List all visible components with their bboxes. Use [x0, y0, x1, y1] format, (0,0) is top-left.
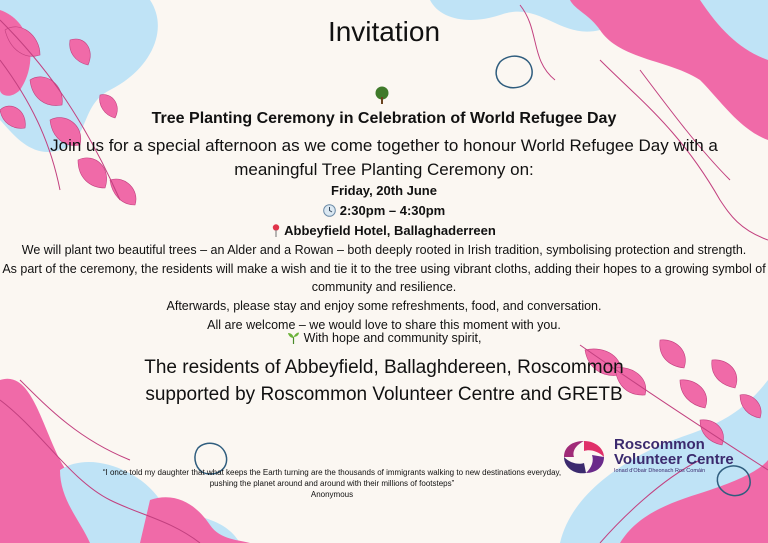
logo-name-line2: Volunteer Centre	[614, 451, 734, 468]
logo-mark-icon	[560, 437, 608, 477]
event-time: 2:30pm – 4:30pm	[339, 203, 446, 218]
roscommon-volunteer-centre-logo	[560, 437, 768, 481]
description-paragraph: We will plant two beautiful trees – an Alder and a Rowan – both deeply rooted in Irish tradition, symbolising protection and strength.	[21, 243, 747, 257]
signoff-line	[0, 331, 768, 345]
pin-icon	[272, 224, 280, 237]
quote-block	[92, 467, 572, 500]
residents-signature	[0, 354, 768, 408]
signoff-text: With hope and community spirit,	[303, 331, 482, 345]
logo-name-line1: Roscommon	[614, 436, 705, 453]
quote-author: Anonymous	[310, 490, 354, 499]
event-description	[2, 241, 766, 334]
intro-text: Join us for a special afternoon as we come together to honour World Refugee Day with a meaningful Tree Planting Ceremony on:	[50, 136, 718, 179]
tree-icon	[374, 86, 390, 104]
residents-line: The residents of Abbeyfield, Ballaghdereen, Roscommon	[144, 357, 624, 378]
seedling-icon	[287, 331, 300, 344]
supporters-line: supported by Roscommon Volunteer Centre and GRETB	[145, 384, 623, 405]
page-title: Invitation	[327, 16, 441, 47]
logo-tagline: Ionad d'Obair Dheonach Ros Comáin	[614, 468, 706, 474]
logo-name	[614, 437, 734, 467]
quote-text: “I once told my daughter that what keeps the Earth turning are the thousands of immigrants walking to new destinations everyday, pushing the planet around and around with their millions of footsteps”	[102, 468, 562, 488]
event-subtitle: Tree Planting Ceremony in Celebration of World Refugee Day	[151, 110, 617, 127]
event-time-line	[0, 203, 768, 218]
event-date: Friday, 20th June	[331, 183, 437, 198]
description-paragraph: All are welcome – we would love to share this moment with you.	[207, 318, 561, 332]
event-venue-line	[0, 223, 768, 238]
description-paragraph: As part of the ceremony, the residents will make a wish and tie it to the tree using vibrant cloths, adding their hopes to a growing symbol of community and resilience.	[2, 262, 766, 294]
clock-icon	[323, 204, 336, 217]
description-paragraph: Afterwards, please stay and enjoy some refreshments, food, and conversation.	[166, 299, 602, 313]
event-venue: Abbeyfield Hotel, Ballaghaderreen	[284, 223, 496, 238]
